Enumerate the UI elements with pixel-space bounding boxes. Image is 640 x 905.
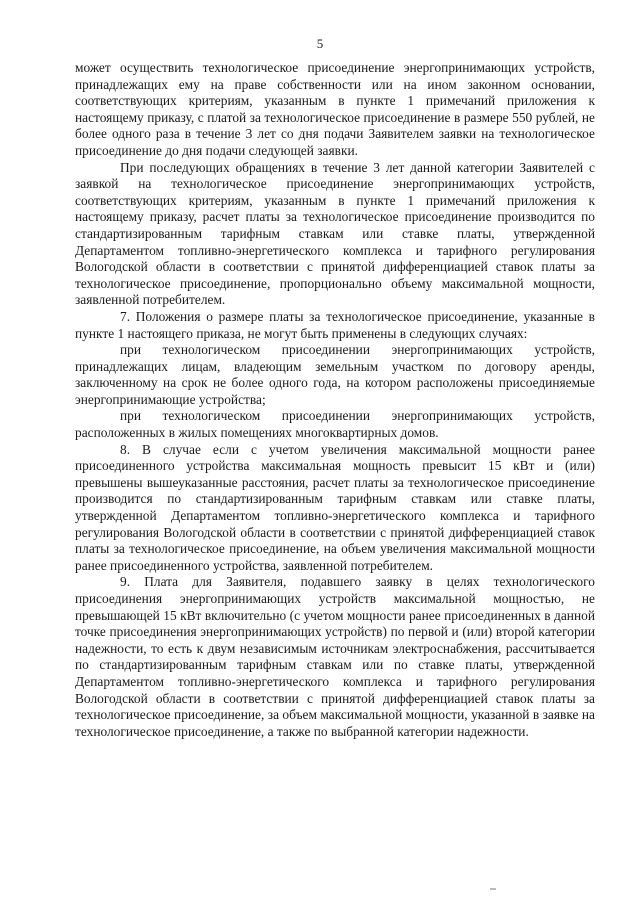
paragraph-item-7-case-2: при технологическом присоединении энергопринимающих устройств, расположенных в жилых помещениях многоквартирных домов. — [75, 408, 595, 441]
paragraph-item-9: 9. Плата для Заявителя, подавшего заявку в целях технологического присоединения энергопринимающих устройств максимальной мощностью, не превышающей 15 кВт включительно (с учетом мощности ранее присоединенных в данной точке присоединения энергопринимающих устройств) по первой и (или) второй категории надежности, то есть к двум независимым источникам электроснабжения, рассчитывается по стандартизированным тарифным ставкам или по ставке платы, утвержденной Департаментом топливно-энергетического комплекса и тарифного регулирования Вологодской области в соответствии с принятой дифференциацией ставок платы за технологическое присоединение, за объем максимальной мощности, указанной в заявке на технологическое присоединение, а также по выбранной категории надежности. — [75, 574, 595, 739]
paragraph-subsequent-requests: При последующих обращениях в течение 3 лет данной категории Заявителей с заявкой на технологическое присоединение энергопринимающих устройств, соответствующих критериям, указанным в пункте 1 примечаний приложения к настоящему приказу, расчет платы за технологическое присоединение производится по стандартизированным тарифным ставкам или ставке платы, утвержденной Департаментом топливно-энергетического комплекса и тарифного регулирования Вологодской области в соответствии с принятой дифференциацией ставок платы за технологическое присоединение, пропорционально объему максимальной мощности, заявленной потребителем. — [75, 159, 595, 308]
paragraph-continuation: может осуществить технологическое присоединение энергопринимающих устройств, принадлежащих ему на праве собственности или на ином законном основании, соответствующих критериям, указанным в пункте 1 примечаний приложения к настоящему приказу, с платой за технологическое присоединение в размере 550 рублей, не более одного раза в течение 3 лет со дня подачи Заявителем заявки на технологическое присоединение до дня подачи следующей заявки. — [75, 60, 595, 158]
document-body — [75, 60, 595, 740]
paragraph-item-8: 8. В случае если с учетом увеличения максимальной мощности ранее присоединенного устройства максимальная мощность превысит 15 кВт и (или) превышены вышеуказанные расстояния, расчет платы за технологическое присоединение производится по стандартизированным тарифным ставкам или ставке платы, утвержденной Департаментом топливно-энергетического комплекса и тарифного регулирования Вологодской области в соответствии с принятой дифференциацией ставок платы за технологическое присоединение, на объем увеличения максимальной мощности ранее присоединенного устройства, заявленной потребителем. — [75, 441, 595, 573]
paragraph-item-7-case-1: при технологическом присоединении энергопринимающих устройств, принадлежащих лицам, владеющим земельным участком по договору аренды, заключенному на срок не более одного года, на котором расположены присоединяемые энергопринимающие устройства; — [75, 342, 595, 407]
page-number: 5 — [316, 36, 324, 51]
scan-artifact — [490, 888, 496, 890]
paragraph-item-7: 7. Положения о размере платы за технологическое присоединение, указанные в пункте 1 настоящего приказа, не могут быть применены в следующих случаях: — [75, 308, 595, 341]
